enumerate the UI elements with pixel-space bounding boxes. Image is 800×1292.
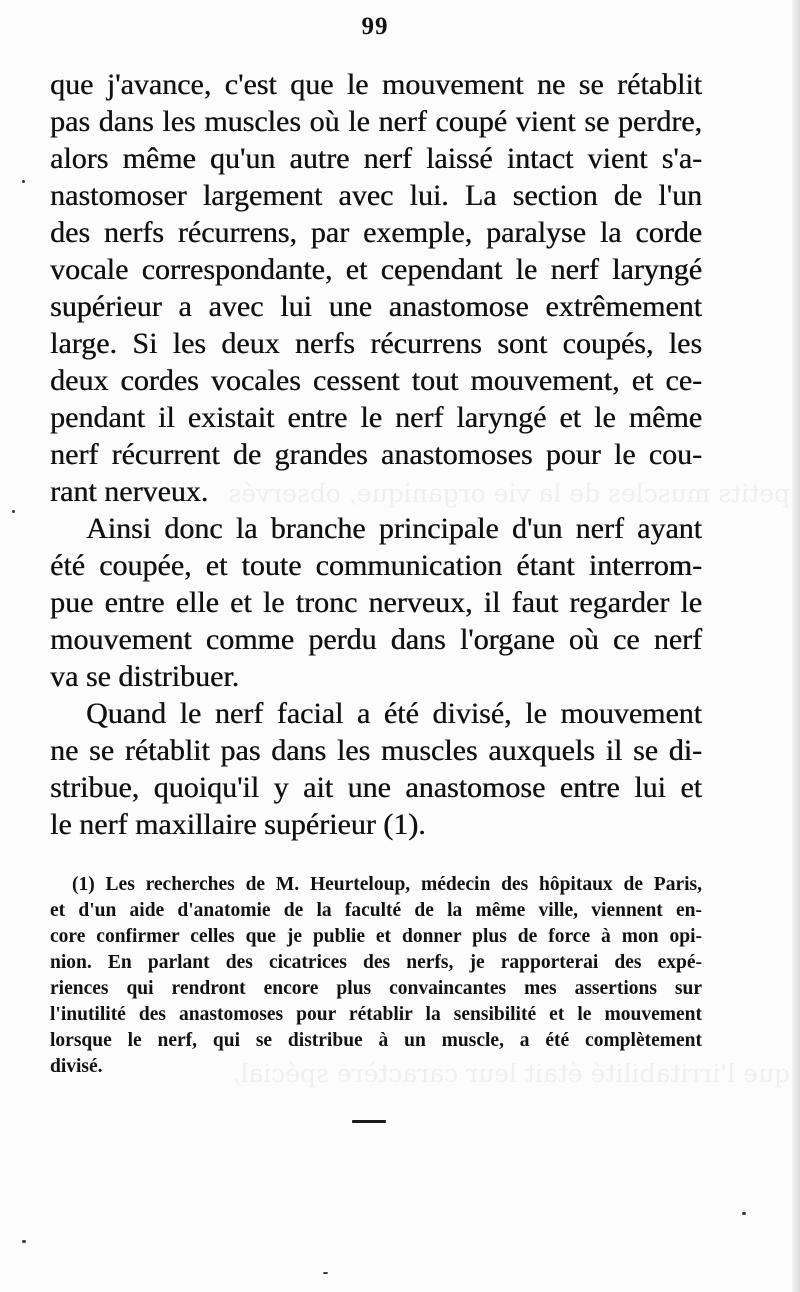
- paper-speck: [22, 180, 25, 183]
- text-line: été coupée, et toute communication étant interrom-: [50, 549, 702, 582]
- show-through-text: que l'irritabilité était leur caractère spécial,: [232, 1059, 790, 1088]
- text-line: nerf récurrent de grandes anastomoses pour le cou-: [50, 438, 702, 471]
- paper-speck: [12, 510, 15, 513]
- text-line: mouvement comme perdu dans l'organe où ce nerf: [50, 623, 702, 656]
- paragraph-1: [50, 66, 702, 510]
- text-line: deux cordes vocales cessent tout mouvement, et ce-: [50, 364, 702, 397]
- text-line: supérieur a avec lui une anastomose extrêmement: [50, 290, 702, 323]
- text-line: vocale correspondante, et cependant le nerf laryngé: [50, 253, 702, 286]
- text-line: ne se rétablit pas dans les muscles auxquels il se di-: [50, 734, 702, 767]
- text-line: le nerf maxillaire supérieur (1).: [50, 808, 426, 841]
- text-line: que j'avance, c'est que le mouvement ne se rétablit: [50, 68, 702, 101]
- footnote-line: riences qui rendront encore plus convaincantes mes assertions sur: [50, 978, 702, 999]
- footnote-line: lorsque le nerf, qui se distribue à un muscle, a été complètement: [50, 1030, 702, 1051]
- page-number: 99: [361, 13, 389, 40]
- footnote-line: l'inutilité des anastomoses pour rétablir la sensibilité et le mouvement: [50, 1004, 702, 1025]
- footnote-line: core confirmer celles que je publie et donner plus de force à mon opi-: [50, 926, 702, 947]
- footnote: [50, 872, 702, 1080]
- show-through-text: petits muscles de la vie organique, observés: [228, 479, 790, 508]
- paragraph-3: [50, 695, 702, 843]
- text-line: alors même qu'un autre nerf laissé intact vient s'a-: [50, 142, 702, 175]
- paragraph-2: [50, 510, 702, 695]
- footnote-line: (1) Les recherches de M. Heurteloup, médecin des hôpitaux de Paris,: [72, 874, 702, 895]
- footnote-line: divisé.: [50, 1056, 103, 1077]
- paper-speck: [742, 1212, 746, 1215]
- text-line: va se distribuer.: [50, 660, 240, 693]
- text-line: rant nerveux.: [50, 475, 209, 508]
- end-rule: [352, 1120, 386, 1123]
- text-line: pue entre elle et le tronc nerveux, il faut regarder le: [50, 586, 702, 619]
- paper-speck: [22, 1240, 26, 1243]
- text-line: large. Si les deux nerfs récurrens sont coupés, les: [50, 327, 702, 360]
- main-text: [50, 66, 702, 843]
- text-line: nastomoser largement avec lui. La section de l'un: [50, 179, 702, 212]
- text-line: pendant il existait entre le nerf laryngé et le même: [50, 401, 702, 434]
- text-line: Quand le nerf facial a été divisé, le mouvement: [86, 697, 702, 730]
- page-edge-shadow: [792, 0, 800, 1292]
- paper-speck: [323, 1272, 328, 1274]
- text-line: des nerfs récurrens, par exemple, paralyse la corde: [50, 216, 702, 249]
- text-line: pas dans les muscles où le nerf coupé vient se perdre,: [50, 105, 702, 138]
- footnote-line: et d'un aide d'anatomie de la faculté de la même ville, viennent en-: [50, 900, 702, 921]
- text-line: Ainsi donc la branche principale d'un nerf ayant: [86, 512, 702, 545]
- footnote-line: nion. En parlant des cicatrices des nerfs, je rapporterai des expé-: [50, 952, 702, 973]
- text-line: stribue, quoiqu'il y ait une anastomose entre lui et: [50, 771, 702, 804]
